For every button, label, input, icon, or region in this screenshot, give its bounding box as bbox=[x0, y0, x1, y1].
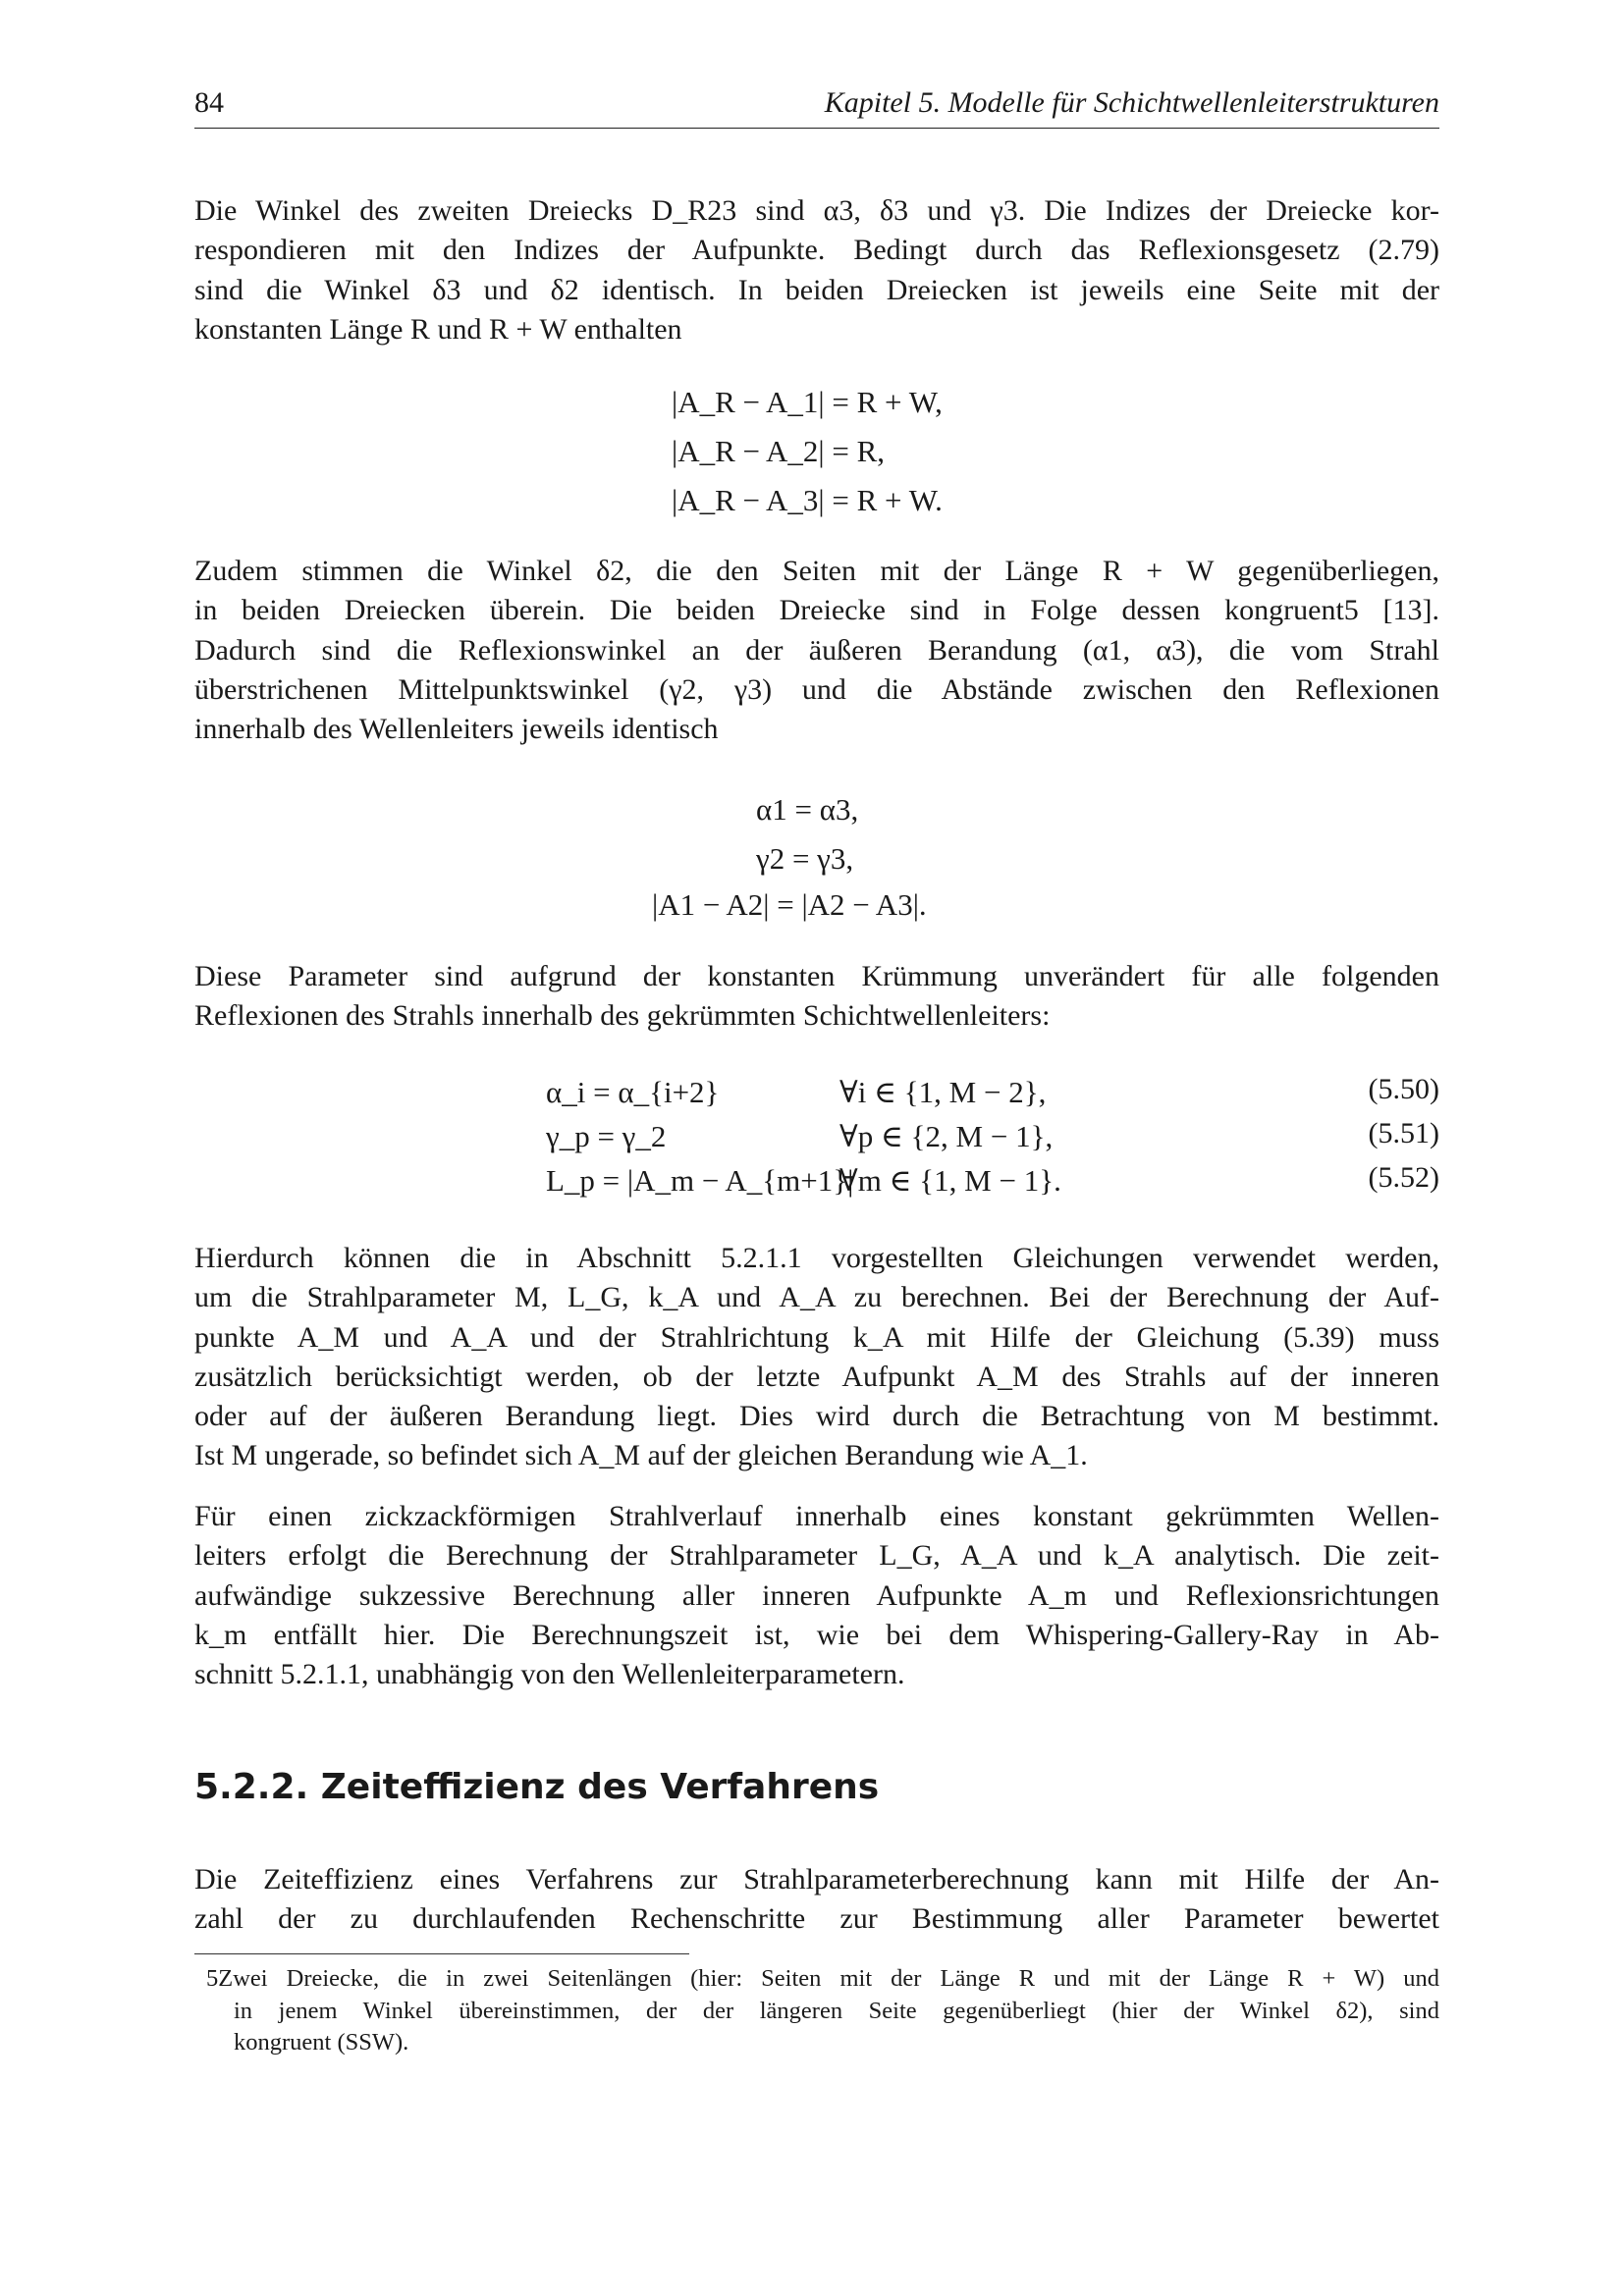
running-header bbox=[194, 84, 1439, 129]
equation-number: (5.50) bbox=[1368, 1073, 1439, 1105]
text-line: zahl der zu durchlaufenden Rechenschritte zur Bestimmung aller Parameter bewertet bbox=[194, 1902, 1439, 1936]
footnote-line: 5Zwei Dreiecke, die in zwei Seitenlängen (hier: Seiten mit der Länge R und mit der Länge R + W) und bbox=[206, 1965, 1439, 1992]
text-line: oder auf der äußeren Berandung liegt. Dies wird durch die Betrachtung von M bestimmt. bbox=[194, 1400, 1439, 1433]
equation-number: (5.51) bbox=[1368, 1117, 1439, 1149]
text-line: Hierdurch können die in Abschnitt 5.2.1.1 vorgestellten Gleichungen verwendet werden, bbox=[194, 1242, 1439, 1274]
text-line: Die Zeiteffizienz eines Verfahrens zur Strahlparameterberechnung kann mit Hilfe der An- bbox=[194, 1863, 1439, 1896]
chapter-title: Kapitel 5. Modelle für Schichtwellenleiterstrukturen bbox=[824, 86, 1439, 119]
text-line: Die Winkel des zweiten Dreiecks D_R23 sind α3, δ3 und γ3. Die Indizes der Dreiecke kor- bbox=[194, 194, 1439, 227]
text-line: Zudem stimmen die Winkel δ2, die den Seiten mit der Länge R + W gegenüberliegen, bbox=[194, 555, 1439, 587]
equation-line: γ2 = γ3, bbox=[756, 841, 854, 876]
paragraph-1 bbox=[194, 191, 1439, 349]
text-line: Dadurch sind die Reflexionswinkel an der äußeren Berandung (α1, α3), die vom Strahl bbox=[194, 633, 1439, 667]
paragraph-3 bbox=[194, 957, 1439, 1037]
text-line: um die Strahlparameter M, L_G, k_A und A_A zu berechnen. Bei der Berechnung der Auf- bbox=[194, 1281, 1439, 1314]
paragraph-4 bbox=[194, 1239, 1439, 1476]
equation-lhs: γ_p = γ_2 bbox=[546, 1119, 667, 1153]
paragraph-2 bbox=[194, 552, 1439, 749]
equation-lhs: L_p = |A_m − A_{m+1}| bbox=[546, 1163, 854, 1198]
text-line: innerhalb des Wellenleiters jeweils identisch bbox=[194, 713, 719, 746]
equation-line: |A_R − A_2| = R, bbox=[672, 434, 886, 468]
text-line: respondieren mit den Indizes der Aufpunkte. Bedingt durch das Reflexionsgesetz (2.79) bbox=[194, 234, 1439, 267]
footnote-line: in jenem Winkel übereinstimmen, der der längeren Seite gegenüberliegt (hier der Winkel δ2), sind bbox=[234, 1997, 1439, 2024]
page-number: 84 bbox=[194, 86, 224, 119]
footnote-line: kongruent (SSW). bbox=[234, 2029, 409, 2056]
section-heading: 5.2.2. Zeiteffizienz des Verfahrens bbox=[194, 1767, 880, 1807]
equation-condition: ∀m ∈ {1, M − 1}. bbox=[839, 1163, 1061, 1198]
text-line: aufwändige sukzessive Berechnung aller inneren Aufpunkte A_m und Reflexionsrichtungen bbox=[194, 1578, 1439, 1612]
equation-number: (5.52) bbox=[1368, 1161, 1439, 1194]
equation-line: |A_R − A_1| = R + W, bbox=[672, 385, 943, 419]
equation-line: |A1 − A2| = |A2 − A3|. bbox=[652, 887, 927, 922]
text-line: Diese Parameter sind aufgrund der konstanten Krümmung unverändert für alle folgenden bbox=[194, 960, 1439, 992]
text-line: leiters erfolgt die Berechnung der Strahlparameter L_G, A_A und k_A analytisch. Die zeit- bbox=[194, 1539, 1439, 1573]
text-line: Reflexionen des Strahls innerhalb des gekrümmten Schichtwellenleiters: bbox=[194, 999, 1051, 1033]
footnote bbox=[194, 1963, 1439, 2059]
text-line: Für einen zickzackförmigen Strahlverlauf innerhalb eines konstant gekrümmten Wellen- bbox=[194, 1500, 1439, 1532]
paragraph-6 bbox=[194, 1860, 1439, 1940]
text-line: k_m entfällt hier. Die Berechnungszeit ist, wie bei dem Whispering-Gallery-Ray in Ab- bbox=[194, 1618, 1439, 1651]
text-line: in beiden Dreiecken überein. Die beiden Dreiecke sind in Folge dessen kongruent5 [13]. bbox=[194, 594, 1439, 627]
equation-line: |A_R − A_3| = R + W. bbox=[672, 483, 943, 517]
text-line: schnitt 5.2.1.1, unabhängig von den Wellenleiterparametern. bbox=[194, 1658, 905, 1691]
text-line: konstanten Länge R und R + W enthalten bbox=[194, 312, 682, 346]
paragraph-5 bbox=[194, 1497, 1439, 1694]
text-line: sind die Winkel δ3 und δ2 identisch. In beiden Dreiecken ist jeweils eine Seite mit der bbox=[194, 273, 1439, 306]
footnote-rule bbox=[194, 1953, 689, 1954]
equation-line: α1 = α3, bbox=[756, 792, 859, 827]
text-line: zusätzlich berücksichtigt werden, ob der letzte Aufpunkt A_M des Strahls auf der inneren bbox=[194, 1360, 1439, 1393]
text-line: Ist M ungerade, so befindet sich A_M auf der gleichen Berandung wie A_1. bbox=[194, 1439, 1088, 1472]
text-line: punkte A_M und A_A und der Strahlrichtung k_A mit Hilfe der Gleichung (5.39) muss bbox=[194, 1320, 1439, 1354]
equation-condition: ∀i ∈ {1, M − 2}, bbox=[839, 1075, 1047, 1109]
equation-condition: ∀p ∈ {2, M − 1}, bbox=[839, 1119, 1054, 1153]
text-line: überstrichenen Mittelpunktswinkel (γ2, γ3) und die Abstände zwischen den Reflexionen bbox=[194, 672, 1439, 706]
equation-lhs: α_i = α_{i+2} bbox=[546, 1075, 720, 1109]
